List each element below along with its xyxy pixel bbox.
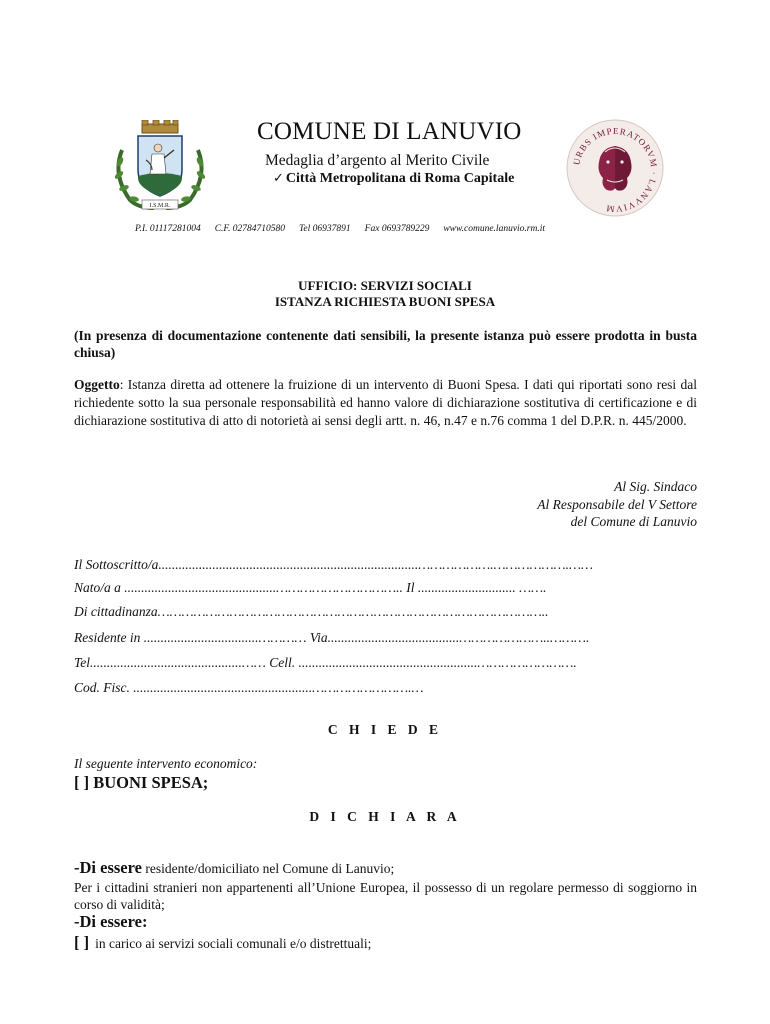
medal-subtitle: Medaglia d’argento al Merito Civile (265, 152, 490, 169)
office-heading (0, 278, 770, 310)
metropolitan-city-line (273, 171, 514, 187)
subject-text: : Istanza diretta ad ottenere la fruizione di un intervento di Buoni Spesa. I dati qui riportati sono resi dal richiedente sotto la sua personale responsabilità ed hanno valore di dichiarazione sostitutiva di certificazione e di dichiarazione sostitutiva di atto di notorietà ai sensi degli artt. n. 46, n.47 e n.76 comma 1 del D.P.R. n. 445/2000. (74, 377, 697, 428)
recipient-manager: Al Responsabile del V Settore (537, 496, 697, 512)
dichiara-heading: D I C H I A R A (309, 809, 461, 824)
field-nato-a[interactable]: Nato/a a .............................................………………………….. Il ............................. ……. (74, 580, 547, 595)
partita-iva: P.I. 01117281004 (135, 224, 201, 234)
urbs-imperatorum-seal-icon (565, 118, 665, 218)
social-services-text: in carico ai servizi sociali comunali e/o distrettuali; (95, 936, 372, 951)
subject-paragraph (74, 376, 697, 430)
office-line: UFFICIO: SERVIZI SOCIALI (298, 278, 472, 293)
seal-ring-text: URBS IMPERATORVM · LANVVIVM (571, 125, 660, 215)
declaration-status-label: -Di essere: (74, 912, 148, 931)
website: www.comune.lanuvio.rm.it (443, 224, 546, 234)
field-cittadinanza[interactable]: Di cittadinanza…………………………………………………………………………………….. (74, 604, 549, 619)
field-codice-fiscale[interactable]: Cod. Fisc. .....................................................…………………….… (74, 680, 424, 695)
privacy-note: (In presenza di documentazione contenente dati sensibili, la presente istanza può essere prodotta in busta chiusa) (74, 328, 697, 360)
subject-label: Oggetto (74, 377, 120, 392)
checkbox-social-services[interactable]: [ ] (74, 933, 90, 952)
metropolitan-city-label: Città Metropolitana di Roma Capitale (285, 171, 515, 186)
contact-info-row (135, 224, 655, 234)
field-sottoscritto[interactable]: Il Sottoscritto/a.............................................................................……………….……………….…… (74, 557, 594, 572)
check-icon: ✓ (273, 171, 284, 186)
municipality-title: COMUNE DI LANUVIO (257, 118, 522, 145)
recipient-block (537, 478, 697, 531)
declaration-residence-text: residente/domiciliato nel Comune di Lanuvio; (141, 861, 395, 876)
declaration-residence (74, 859, 697, 877)
codice-fiscale: C.F. 02784710580 (214, 224, 286, 234)
declaration-residence-label: -Di essere (74, 858, 142, 877)
municipal-crest-icon (108, 120, 212, 212)
field-telefono[interactable]: Tel.............................................…… Cell. .....................................................……………………. (74, 655, 577, 670)
telephone: Tel 06937891 (299, 224, 351, 234)
fax: Fax 0693789229 (364, 224, 430, 234)
declaration-permit: Per i cittadini stranieri non appartenenti all’Unione Europea, il possesso di un regolare permesso di soggiorno in corso di validità; (74, 880, 697, 912)
chiede-heading: C H I E D E (327, 722, 443, 737)
chiede-intro: Il seguente intervento economico: (74, 756, 258, 771)
recipient-municipality: del Comune di Lanuvio (570, 514, 697, 529)
buoni-spesa-option[interactable]: [ ] BUONI SPESA; (74, 773, 209, 792)
declaration-status-heading (74, 913, 697, 931)
recipient-mayor: Al Sig. Sindaco (614, 479, 697, 494)
field-residente[interactable]: Residente in ..................................………… Via.......................................…………………..………. (74, 630, 590, 645)
request-title: ISTANZA RICHIESTA BUONI SPESA (274, 294, 496, 309)
declaration-social-services (74, 934, 697, 952)
crest-banner-text: I.S.M.R. (149, 203, 171, 209)
